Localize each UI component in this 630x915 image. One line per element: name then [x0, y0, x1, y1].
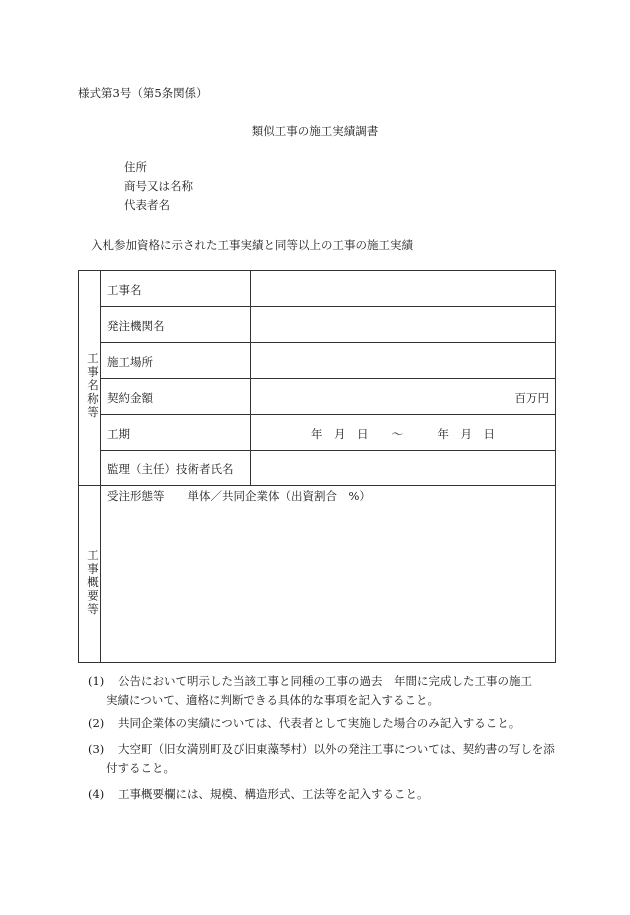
- address-label: 住所: [124, 160, 147, 174]
- note-item: (1) 公告において明示した当該工事と同種の工事の過去 年間に完成した工事の施工 実績について、適格に判断できる具体的な事項を記入すること。: [88, 674, 532, 707]
- row-label-construction-site: 施工場所: [107, 355, 153, 369]
- row-label-construction-name: 工事名: [107, 283, 142, 297]
- section-divider: [79, 485, 555, 486]
- row-label-chief-engineer: 監理（主任）技術者氏名: [107, 462, 234, 476]
- row-label-construction-period: 工期: [107, 427, 130, 441]
- representative-label: 代表者名: [124, 198, 170, 212]
- row-label-ordering-agency: 発注機関名: [107, 319, 165, 333]
- table-subtitle: 入札参加資格に示された工事実績と同等以上の工事の施工実績: [91, 238, 413, 252]
- note-item: (4) 工事概要欄には、規模、構造形式、工法等を記入すること。: [88, 787, 429, 801]
- trade-name-label: 商号又は名称: [124, 179, 193, 193]
- construction-period-template: 年 月 日 〜 年 月 日: [311, 427, 495, 441]
- document-title: 類似工事の施工実績調書: [251, 124, 379, 138]
- contract-form-text: 受注形態等 単体／共同企業体（出資割合 %）: [107, 489, 371, 503]
- section-label-construction-overview: 工事概要等: [86, 549, 100, 617]
- contract-amount-unit: 百万円: [514, 391, 549, 405]
- note-item: (2) 共同企業体の実績については、代表者として実施した場合のみ記入すること。: [88, 716, 521, 730]
- construction-record-table: [78, 270, 556, 663]
- form-reference: 様式第3号（第5条関係）: [78, 86, 208, 100]
- note-item: (3) 大空町（旧女満別町及び旧東藻琴村）以外の発注工事については、契約書の写しを添 付すること。: [88, 742, 555, 775]
- section-label-construction-name: 工事名称等: [86, 352, 100, 420]
- row-label-contract-amount: 契約金額: [107, 391, 153, 405]
